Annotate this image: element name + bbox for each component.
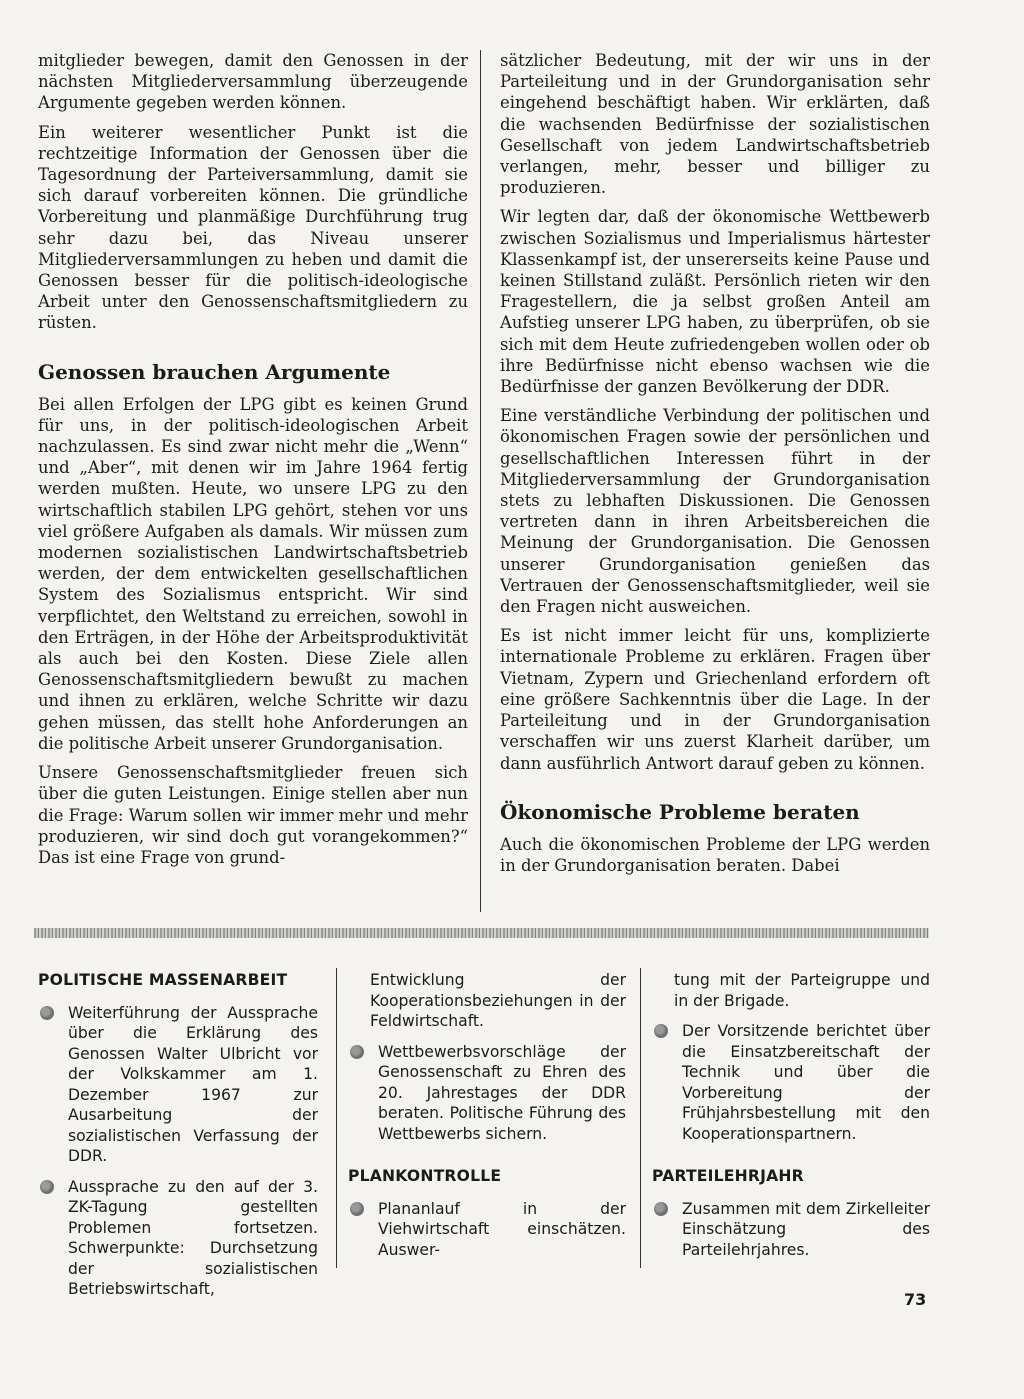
box-heading: PLANKONTROLLE	[348, 1167, 502, 1185]
left-column	[38, 50, 468, 876]
list-item	[38, 1003, 318, 1167]
list-item	[652, 1021, 930, 1144]
list-item-text: Wettbewerbsvorschläge der Genossenschaft zu Ehren des 20. Jahrestages der DDR beraten. Politische Führung des Wettbewerbs sichern.	[378, 1042, 626, 1143]
paragraph: Ein weiterer wesentlicher Punkt ist die rechtzeitige Information der Genossen über die Tagesordnung der Parteiversammlung, damit sie sich darauf vorbereiten können. Die gründliche Vorbereitung und planmäßige Durchführung trug sehr dazu bei, das Niveau unserer Mitgliederversammlungen zu heben und damit die Genossen besser für die politisch-ideologische Arbeit unter den Genossenschaftsmitgliedern zu rüsten.	[38, 122, 468, 333]
paragraph: Wir legten dar, daß der ökonomische Wettbewerb zwischen Sozialismus und Imperialismus härtester Klassenkampf ist, der unsererseits keine Pause und keinen Stillstand zuläßt. Persönlich rieten wir den Fragestellern, die ja selbst großen Anteil am Aufstieg unserer LPG haben, zu überprüfen, ob sie sich mit dem Heute zufriedengeben wollen oder ob ihre Bedürfnisse nicht ebenso wachsen wie die Bedürfnisse der ganzen Bevölkerung der DDR.	[500, 207, 930, 397]
right-column	[500, 50, 930, 884]
list-item-text: Zusammen mit dem Zirkelleiter Einschätzung des Parteilehrjahres.	[682, 1199, 930, 1259]
bullet-icon	[40, 1180, 54, 1194]
list-item	[348, 1199, 626, 1261]
column-divider	[480, 50, 481, 912]
bullet-icon	[654, 1024, 668, 1038]
paragraph: mitglieder bewegen, damit den Genossen in der nächsten Mitgliederversammlung überzeugende Argumente gegeben werden können.	[38, 51, 468, 113]
list-item-text: Aussprache zu den auf der 3. ZK-Tagung gestellten Problemen fortsetzen. Schwerpunkte: Durchsetzung der sozialistischen Betriebswirtschaft,	[68, 1177, 318, 1298]
list-item	[38, 1177, 318, 1300]
paragraph: Eine verständliche Verbindung der politischen und ökonomischen Fragen sowie der persönlichen und gesellschaftlichen Interessen führt in der Mitgliederversammlung der Grundorganisation stets zu lebhaften Diskussionen. Die Genossen vertreten dann in ihren Arbeitsbereichen die Meinung der Grundorganisation. Die Genossen unserer Grundorganisation genießen das Vertrauen der Genossenschaftsmitglieder, weil sie den Fragen nicht ausweichen.	[500, 406, 930, 617]
list-item	[652, 1199, 930, 1261]
page-number: 73	[904, 1290, 927, 1309]
box-divider	[640, 968, 641, 1268]
halftone-band	[34, 928, 929, 938]
paragraph: Auch die ökonomischen Probleme der LPG werden in der Grundorganisation beraten. Dabei	[500, 834, 930, 875]
box-heading: POLITISCHE MASSENARBEIT	[38, 971, 288, 989]
list-item-text: Plananlauf in der Viehwirtschaft einschätzen. Auswer-	[378, 1199, 626, 1259]
paragraph: Bei allen Erfolgen der LPG gibt es keinen Grund für uns, in der politisch-ideologischen Arbeit nachzulassen. Es sind zwar nicht mehr die „Wenn“ und „Aber“, mit denen wir im Jahre 1964 fertig werden mußten. Heute, wo unsere LPG zu den wirtschaftlich stabilen LPG gehört, stehen vor uns viel größere Aufgaben als damals. Wir müssen zum modernen sozialistischen Landwirtschaftsbetrieb werden, der dem entwickelten gesellschaftlichen System des Sozialismus entspricht. Wir sind verpflichtet, den Weltstand zu erreichen, sowohl in den Erträgen, in der Höhe der Arbeitsproduktivität als auch bei den Kosten. Diese Ziele allen Genossenschaftsmitgliedern bewußt zu machen und ihnen zu erklären, welche Schritte wir dazu gehen müssen, das stellt hohe Anforderungen an die politische Arbeit unserer Grundorganisation.	[38, 394, 468, 753]
paragraph: Es ist nicht immer leicht für uns, komplizierte internationale Probleme zu erklären. Fragen über Vietnam, Zypern und Griechenland erfordern oft eine größere Sachkenntnis über die Lage. In der Parteileitung und in der Grundorganisation verschaffen wir uns zuerst Klarheit darüber, um dann ausführlich Antwort darauf geben zu können.	[500, 626, 930, 773]
paragraph: sätzlicher Bedeutung, mit der wir uns in der Parteileitung und in der Grundorganisation sehr eingehend beschäftigt haben. Wir erklärten, daß die wachsenden Bedürfnisse der sozialistischen Gesellschaft von jedem Landwirtschaftsbetrieb verlangen, mehr, besser und billiger zu produzieren.	[500, 51, 930, 198]
bullet-icon	[350, 1045, 364, 1059]
list-item	[348, 970, 626, 1032]
list-item-text: Weiterführung der Aussprache über die Erklärung des Genossen Walter Ulbricht vor der Volkskammer am 1. Dezember 1967 zur Ausarbeitung der sozialistischen Verfassung der DDR.	[68, 1003, 318, 1165]
list-item	[348, 1042, 626, 1145]
box-heading: PARTEILEHRJAHR	[652, 1167, 804, 1185]
list-item	[652, 970, 930, 1011]
box-column-3	[652, 970, 930, 1270]
box-column-2	[348, 970, 626, 1270]
list-item-text: Der Vorsitzende berichtet über die Einsatzbereitschaft der Technik und über die Vorbereitung der Frühjahrsbestellung mit den Kooperationspartnern.	[682, 1022, 930, 1143]
bullet-icon	[654, 1202, 668, 1216]
list-item-text: tung mit der Parteigruppe und in der Brigade.	[674, 971, 930, 1010]
section-heading: Genossen brauchen Argumente	[38, 359, 391, 384]
paragraph: Unsere Genossenschaftsmitglieder freuen sich über die guten Leistungen. Einige stellen aber nun die Frage: Warum sollen wir immer mehr und mehr produzieren, wir sind doch gut vorangekommen?“ Das ist eine Frage von grund-	[38, 763, 468, 867]
section-heading: Ökonomische Probleme beraten	[500, 799, 860, 824]
bullet-icon	[350, 1202, 364, 1216]
bullet-icon	[40, 1006, 54, 1020]
box-divider	[336, 968, 337, 1268]
box-column-1	[38, 970, 318, 1310]
list-item-text: Entwicklung der Kooperationsbeziehungen in der Feldwirtschaft.	[370, 971, 626, 1030]
